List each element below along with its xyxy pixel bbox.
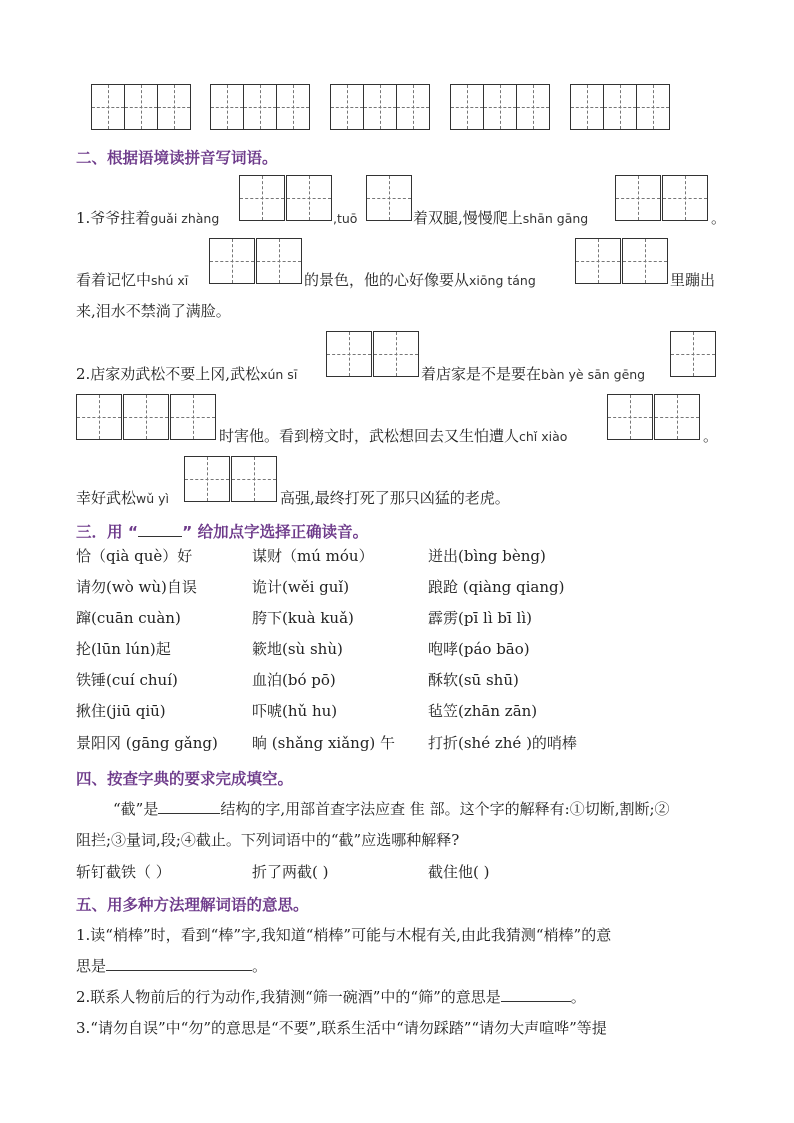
sec4-para2: 阻拦;③量词,段;④截止。下列词语中的“截”应选哪种解释?	[76, 831, 460, 849]
fill-blank[interactable]	[106, 970, 252, 971]
sec4-para1: “截”是 结构的字,用部首查字法应查 隹 部。这个字的解释有:①切断,割断;②	[113, 800, 670, 818]
answer-boxes[interactable]	[615, 175, 709, 221]
sec4-item[interactable]: 截住他( )	[428, 863, 490, 881]
pinyin: bàn yè sān gēng	[541, 367, 646, 382]
sec4-item[interactable]: 斩钉截铁（ ）	[76, 863, 171, 881]
sec5-line3: 2.联系人物前后的行为动作,我猜测“筛一碗酒”中的“筛”的意思是 。	[76, 988, 586, 1006]
pinyin: shān gāng	[522, 211, 589, 226]
section-2-heading: 二、根据语境读拼音写词语。	[76, 149, 278, 167]
answer-boxes[interactable]	[670, 331, 717, 377]
answer-boxes[interactable]	[366, 175, 413, 221]
pron-item[interactable]: 毡笠(zhān zān)	[428, 702, 538, 720]
answer-boxes[interactable]	[326, 331, 420, 377]
pinyin: shú xī	[151, 273, 189, 288]
q1-line1: 1.爷爷拄着guǎi zhàng	[76, 209, 220, 227]
answer-boxes[interactable]	[76, 394, 217, 440]
pron-item[interactable]: 抡(lūn lún)起	[76, 640, 171, 658]
pron-item[interactable]: 恰（qià què）好	[76, 547, 193, 565]
pron-item[interactable]: 簌地(sù shù)	[252, 640, 343, 658]
sec5-line4: 3.“请勿自误”中“勿”的意思是“不要”,联系生活中“请勿踩踏”“请勿大声喧哗”等提	[76, 1019, 607, 1037]
answer-box-group[interactable]	[210, 84, 310, 130]
pron-item[interactable]: 咆哮(páo bāo)	[428, 640, 530, 658]
pron-item[interactable]: 霹雳(pī lì bī lì)	[428, 609, 532, 627]
pron-item[interactable]: 诡计(wěi guǐ)	[252, 578, 350, 596]
pron-item[interactable]: 迸出(bìng bèng)	[428, 547, 546, 565]
q1-line3: 来,泪水不禁淌了满脸。	[76, 302, 231, 320]
pron-item[interactable]: 请勿(wò wù)自误	[76, 578, 197, 596]
section-5-heading: 五、用多种方法理解词语的意思。	[76, 896, 309, 914]
section-4-heading: 四、按查字典的要求完成填空。	[76, 770, 294, 788]
pron-item[interactable]: 晌 (shǎng xiǎng) 午	[252, 734, 396, 752]
pinyin: xiōng táng	[469, 273, 536, 288]
pinyin: ,tuō	[333, 211, 358, 226]
pron-item[interactable]: 血泊(bó pō)	[252, 671, 336, 689]
q2-line3: 幸好武松wǔ yì	[76, 489, 170, 507]
answer-box-group[interactable]	[91, 84, 191, 130]
pron-item[interactable]: 铁锤(cuí chuí)	[76, 671, 178, 689]
pron-item[interactable]: 踉跄 (qiàng qiang)	[428, 578, 565, 596]
pron-item[interactable]: 打折(shé zhé )的哨棒	[428, 734, 577, 752]
underline-blank	[138, 536, 182, 537]
q1-line2: 看着记忆中shú xī	[76, 271, 189, 289]
answer-box-group[interactable]	[330, 84, 430, 130]
q2-line1: 2.店家劝武松不要上冈,武松xún sī	[76, 365, 298, 383]
pinyin: guǎi zhàng	[150, 211, 220, 226]
answer-box-group[interactable]	[570, 84, 670, 130]
pron-item[interactable]: 谋财（mú móu）	[252, 547, 374, 565]
pron-item[interactable]: 酥软(sū shū)	[428, 671, 519, 689]
pinyin: xún sī	[260, 367, 298, 382]
sec5-line2: 思是 。	[76, 957, 268, 975]
pron-item[interactable]: 蹿(cuān cuàn)	[76, 609, 181, 627]
pron-item[interactable]: 景阳冈 (gāng gǎng)	[76, 734, 218, 752]
answer-boxes[interactable]	[184, 456, 278, 502]
fill-blank[interactable]	[501, 1001, 571, 1002]
pron-item[interactable]: 吓唬(hǔ hu)	[252, 702, 338, 720]
answer-boxes[interactable]	[607, 394, 701, 440]
sec5-line1: 1.读“梢棒”时，看到“棒”字,我知道“梢棒”可能与木棍有关,由此我猜测“梢棒”的意	[76, 926, 612, 944]
sec4-item[interactable]: 折了两截( )	[252, 863, 329, 881]
pron-item[interactable]: 胯下(kuà kuǎ)	[252, 609, 354, 627]
answer-boxes[interactable]	[239, 175, 333, 221]
pron-item[interactable]: 揪住(jiū qiū)	[76, 702, 166, 720]
answer-box-group[interactable]	[450, 84, 550, 130]
pinyin: wǔ yì	[136, 491, 170, 506]
section-3-heading: 三．用 “ ” 给加点字选择正确读音。	[76, 523, 369, 541]
pinyin: chǐ xiào	[519, 429, 568, 444]
answer-boxes[interactable]	[209, 238, 303, 284]
answer-boxes[interactable]	[575, 238, 669, 284]
fill-blank[interactable]	[158, 813, 220, 814]
q2-line2: 时害他。看到榜文时，武松想回去又生怕遭人chǐ xiào	[219, 427, 568, 445]
